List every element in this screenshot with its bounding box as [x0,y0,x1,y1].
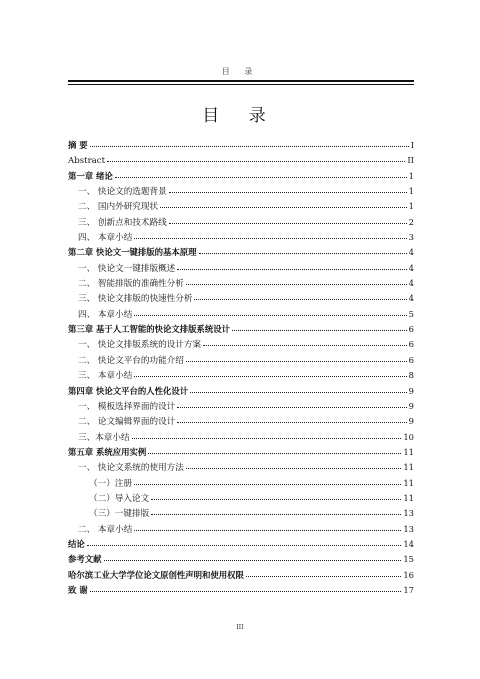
toc-entry-page: 11 [403,462,414,473]
dot-leader [151,506,401,515]
toc-entry-label: 一、 快论文系统的使用方法 [78,463,184,474]
toc-entry-label: 参考文献 [68,554,102,565]
toc-entry-page: 6 [408,354,414,365]
toc-entry-label: 三、 创新点和技术路线 [78,217,167,228]
toc-entry[interactable] [68,276,414,291]
toc-entry[interactable] [68,199,414,214]
dot-leader [115,169,407,178]
dot-leader [90,583,402,592]
toc-entry[interactable] [68,169,414,184]
toc-entry-page: 11 [403,492,414,503]
dot-leader [132,430,402,439]
dot-leader [148,445,401,454]
toc-entry-label: 二、 快论文平台的功能介绍 [78,355,184,366]
dot-leader [90,138,409,147]
dot-leader [107,153,405,162]
dot-leader [134,368,406,377]
toc-entry[interactable] [68,537,414,552]
toc-entry-label: 哈尔滨工业大学学位论文原创性声明和使用权限 [68,569,244,580]
toc-entry-page: 8 [408,370,414,381]
toc-entry-page: 4 [408,247,414,258]
toc-entry-page: 16 [403,569,414,580]
toc-entry[interactable] [68,552,414,567]
running-head: 目 录 [221,67,259,76]
toc-entry[interactable] [68,353,414,368]
toc-entry[interactable] [68,261,414,276]
toc-entry-page: 9 [408,385,414,396]
table-of-contents [68,138,414,598]
toc-entry[interactable] [68,430,414,445]
toc-entry[interactable] [68,476,414,491]
dot-leader [134,230,406,239]
toc-entry-label: Abstract [68,156,106,167]
dot-leader [134,307,406,316]
toc-entry-label: 第三章 基于人工智能的快论文排版系统设计 [68,324,231,335]
toc-entry-label: 二、 智能排版的准确性分析 [78,279,184,290]
toc-entry-page: 15 [403,554,414,565]
toc-entry-page: 5 [408,308,414,319]
dot-leader [194,291,406,300]
dot-leader [203,337,407,346]
toc-entry-label: 二、 论文编辑界面的设计 [78,417,176,428]
toc-entry-label: 致 谢 [68,584,88,595]
dot-leader [169,215,407,224]
toc-entry[interactable] [68,491,414,506]
dot-leader [177,261,406,270]
toc-entry-label: 一、 快论文的选题背景 [78,187,167,198]
toc-entry-label: 四、 本章小结 [78,233,133,244]
toc-entry-page: 13 [403,523,414,534]
toc-entry[interactable] [68,337,414,352]
dot-leader [186,276,407,285]
toc-entry-page: 1 [408,170,414,181]
toc-entry[interactable] [68,384,414,399]
toc-entry[interactable] [68,460,414,475]
toc-entry-label: 结论 [68,538,85,549]
dot-leader [186,460,401,469]
toc-entry[interactable] [68,568,414,583]
dot-leader [87,537,402,546]
toc-entry-label: 四、 本章小结 [78,309,133,320]
toc-title: 目 录 [202,106,278,126]
dot-leader [186,353,407,362]
toc-entry-page: II [407,155,414,166]
toc-entry-page: 10 [403,431,414,442]
toc-entry[interactable] [68,138,414,153]
toc-entry[interactable] [68,153,414,168]
toc-entry-page: 6 [408,324,414,335]
toc-entry-label: 第四章 快论文平台的人性化设计 [68,385,189,396]
dot-leader [177,399,406,408]
toc-entry-page: 11 [403,446,414,457]
dot-leader [232,322,407,331]
toc-entry-label: （一）注册 [89,478,132,489]
toc-entry[interactable] [68,399,414,414]
toc-entry-page: 4 [408,293,414,304]
toc-entry[interactable] [68,322,414,337]
toc-entry-label: 摘 要 [68,140,88,150]
toc-entry[interactable] [68,245,414,260]
toc-entry-label: （二）导入论文 [89,493,150,504]
toc-entry-page: 2 [408,216,414,227]
toc-entry[interactable] [68,230,414,245]
toc-entry-page: 1 [408,186,414,197]
toc-entry-page: 9 [408,416,414,427]
toc-entry[interactable] [68,307,414,322]
toc-entry-page: 17 [403,584,414,595]
dot-leader [104,552,402,561]
toc-entry-page: 4 [408,262,414,273]
toc-entry[interactable] [68,506,414,521]
dot-leader [160,199,407,208]
header-rule-thick [68,80,414,82]
toc-entry-label: 第五章 系统应用实例 [68,446,147,457]
toc-entry-page: 3 [408,232,414,243]
toc-entry-label: 第一章 绪论 [68,170,113,181]
dot-leader [190,384,406,393]
toc-entry[interactable] [68,414,414,429]
toc-entry-page: 14 [403,538,414,549]
dot-leader [169,184,407,193]
header-rule-thin [68,84,414,85]
toc-entry-page: I [410,140,414,150]
toc-entry-page: 4 [408,278,414,289]
toc-entry-label: 一、 快论文一键排版概述 [78,263,176,274]
toc-entry[interactable] [68,583,414,598]
toc-entry[interactable] [68,522,414,537]
toc-entry[interactable] [68,184,414,199]
toc-entry-label: 三、本章小结 [78,432,130,443]
toc-entry-label: 二、 本章小结 [78,524,133,535]
page-number: III [236,624,244,631]
toc-entry-label: 一、 模板选择界面的设计 [78,401,176,412]
toc-entry-label: （三）一键排版 [89,509,150,520]
toc-entry-page: 1 [408,201,414,212]
toc-entry-label: 二、 国内外研究现状 [78,202,159,213]
toc-entry[interactable] [68,215,414,230]
toc-entry[interactable] [68,291,414,306]
dot-leader [199,245,407,254]
toc-entry-page: 9 [408,400,414,411]
dot-leader [246,568,401,577]
toc-entry-page: 6 [408,339,414,350]
dot-leader [134,522,401,531]
dot-leader [177,414,406,423]
toc-entry-label: 三、 本章小结 [78,371,133,382]
toc-entry[interactable] [68,445,414,460]
toc-entry-page: 11 [403,477,414,488]
toc-entry[interactable] [68,368,414,383]
toc-entry-label: 第二章 快论文一键排版的基本原理 [68,247,197,258]
dot-leader [134,476,401,485]
toc-entry-page: 13 [403,508,414,519]
dot-leader [151,491,401,500]
toc-entry-label: 一、 快论文排版系统的设计方案 [78,340,202,351]
toc-entry-label: 三、 快论文排版的快速性分析 [78,294,193,305]
